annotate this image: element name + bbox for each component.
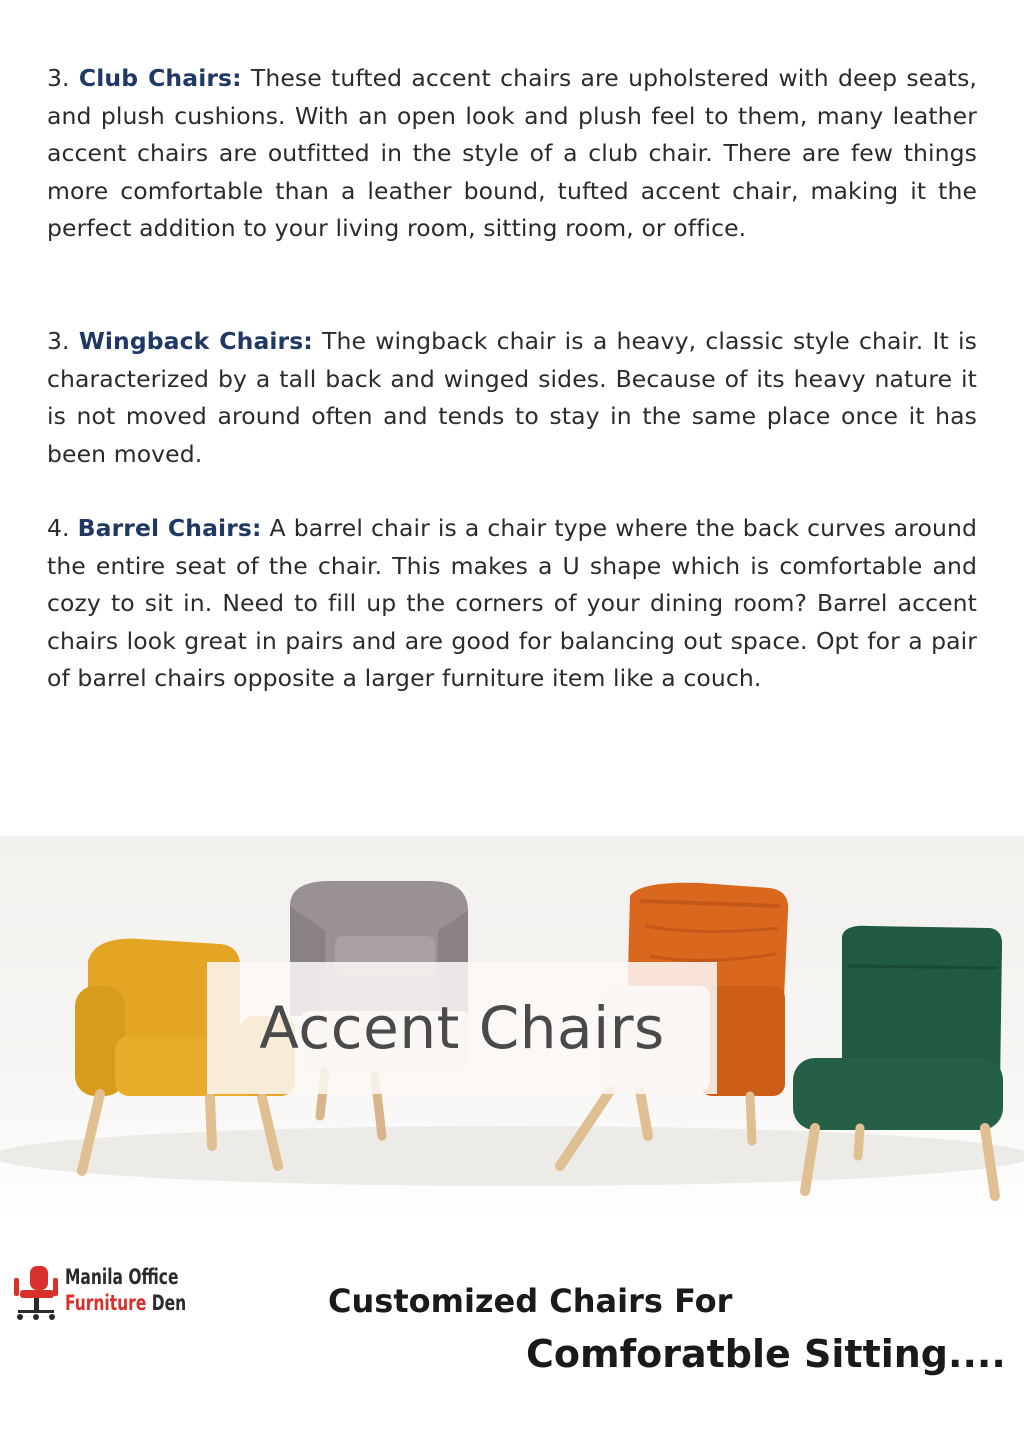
section-number: 3. [47,327,70,355]
logo-word-den: Den [151,1291,187,1315]
company-logo [12,1262,212,1328]
office-chair-icon [12,1264,60,1326]
logo-wordmark [65,1264,186,1316]
logo-line-1: Manila Office [65,1265,179,1289]
logo-line-2 [65,1290,186,1316]
section-number: 4. [47,514,70,542]
tagline-line-2: Comforatble Sitting.... [526,1332,1006,1376]
section-text: A barrel chair is a chair type where the back curves around the entire seat of the chair. This makes a U shape which is comfortable and cozy to sit in. Need to fill up the corners of your dining room? Barrel accent chairs look great in pairs and are good for balancing out space. Opt for a pair of barrel chairs opposite a larger furniture item like a couch. [47,514,977,692]
section-term: Barrel Chairs: [77,514,262,542]
section-club-chairs [47,60,977,248]
tagline-line-1: Customized Chairs For [328,1282,733,1320]
accent-chairs-banner [0,836,1024,1220]
section-barrel-chairs [47,510,977,698]
section-wingback-chairs [47,323,977,473]
section-number: 3. [47,64,70,92]
logo-word-furniture: Furniture [65,1291,147,1315]
section-term: Club Chairs: [78,64,242,92]
banner-title: Accent Chairs [259,994,665,1062]
banner-label-box [207,962,717,1094]
section-term: Wingback Chairs: [78,327,313,355]
section-text: These tufted accent chairs are upholstered with deep seats, and plush cushions. With an open look and plush feel to them, many leather accent chairs are outfitted in the style of a club chair. There are few things more comfortable than a leather bound, tufted accent chair, making it the perfect addition to your living room, sitting room, or office. [47,64,977,242]
section-text: The wingback chair is a heavy, classic style chair. It is characterized by a tall back and winged sides. Because of its heavy nature it is not moved around often and tends to stay in the same place once it has been moved. [47,327,978,468]
